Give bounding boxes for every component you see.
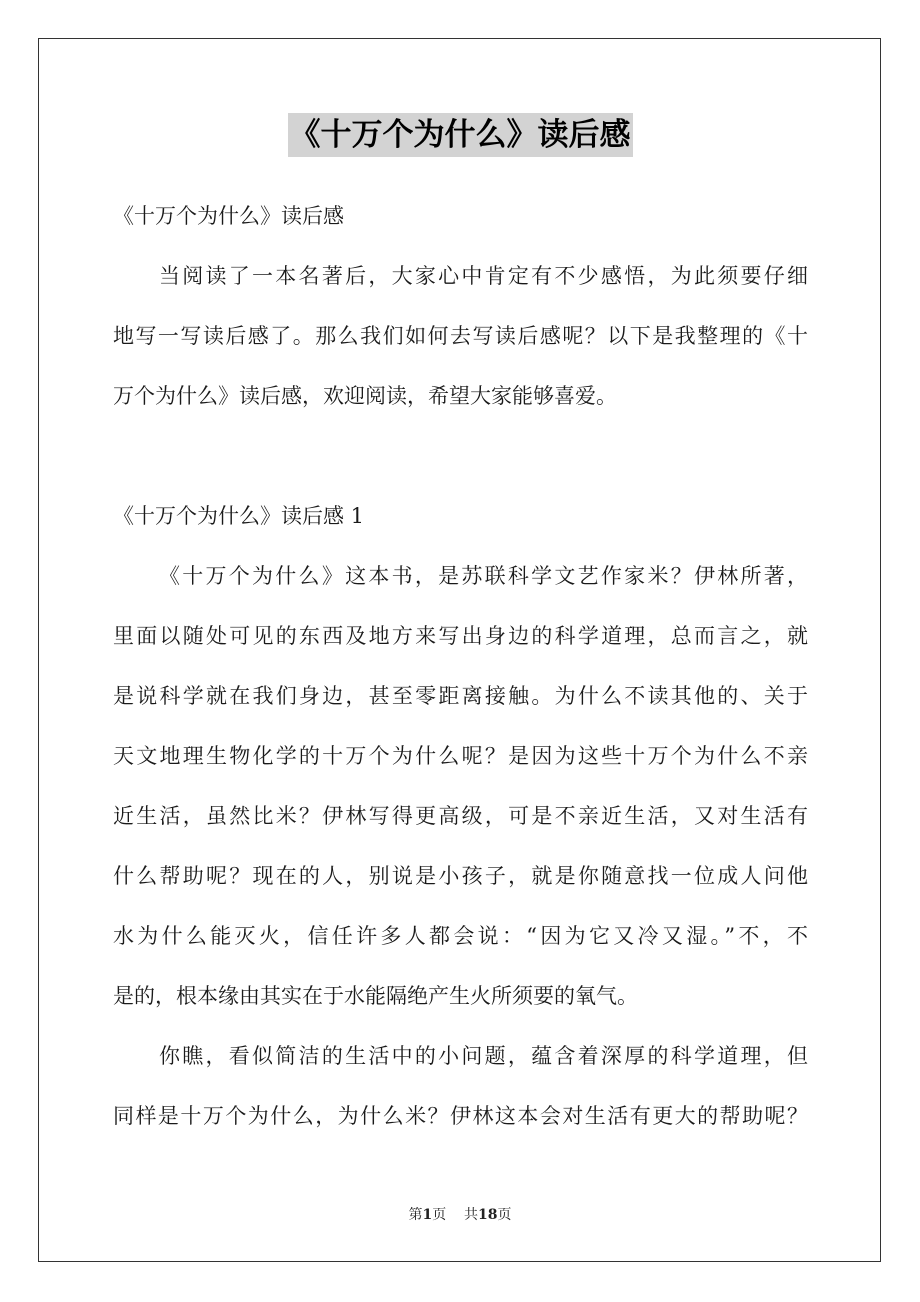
footer-page-prefix: 第 — [408, 1207, 423, 1223]
paragraph-1-line-2: 里面以随处可见的东西及地方来写出身边的科学道理，总而言之，就 — [113, 624, 808, 648]
subtitle-line: 《十万个为什么》读后感 — [113, 204, 344, 228]
footer-page-number: 1 — [422, 1207, 433, 1223]
paragraph-1-line-3: 是说科学就在我们身边，甚至零距离接触。为什么不读其他的、关于 — [113, 684, 808, 708]
intro-paragraph-line-1: 当阅读了一本名著后，大家心中肯定有不少感悟，为此须要仔细 — [159, 264, 808, 288]
paragraph-1-line-8: 是的，根本缘由其实在于水能隔绝产生火所须要的氧气。 — [113, 984, 638, 1008]
footer-page-suffix: 页 — [432, 1207, 447, 1223]
document-title — [0, 113, 920, 157]
paragraph-2-line-2: 同样是十万个为什么，为什么米？伊林这本会对生活有更大的帮助呢？ — [113, 1104, 808, 1128]
intro-paragraph-line-3: 万个为什么》读后感，欢迎阅读，希望大家能够喜爱。 — [113, 384, 617, 408]
section-heading-1: 《十万个为什么》读后感 1 — [113, 504, 365, 528]
page-footer — [0, 1204, 920, 1224]
paragraph-1-line-1: 《十万个为什么》这本书，是苏联科学文艺作家米？伊林所著， — [159, 564, 808, 588]
paragraph-1-line-7: 水为什么能灭火，信任许多人都会说：“因为它又冷又湿。”不，不 — [113, 924, 808, 948]
footer-total-number: 18 — [478, 1207, 498, 1223]
paragraph-1-line-4: 天文地理生物化学的十万个为什么呢？是因为这些十万个为什么不亲 — [113, 744, 808, 768]
document-body — [113, 186, 808, 1146]
paragraph-1-line-6: 什么帮助呢？现在的人，别说是小孩子，就是你随意找一位成人问他 — [113, 864, 808, 888]
paragraph-1-line-5: 近生活，虽然比米？伊林写得更高级，可是不亲近生活，又对生活有 — [113, 804, 808, 828]
footer-total-suffix: 页 — [497, 1207, 512, 1223]
section-gap — [113, 426, 808, 486]
document-title-text: 《十万个为什么》读后感 — [288, 113, 633, 157]
intro-paragraph-line-2: 地写一写读后感了。那么我们如何去写读后感呢？以下是我整理的《十 — [113, 324, 808, 348]
paragraph-2-line-1: 你瞧，看似简洁的生活中的小问题，蕴含着深厚的科学道理，但 — [159, 1044, 808, 1068]
footer-total-prefix: 共 — [464, 1207, 479, 1223]
